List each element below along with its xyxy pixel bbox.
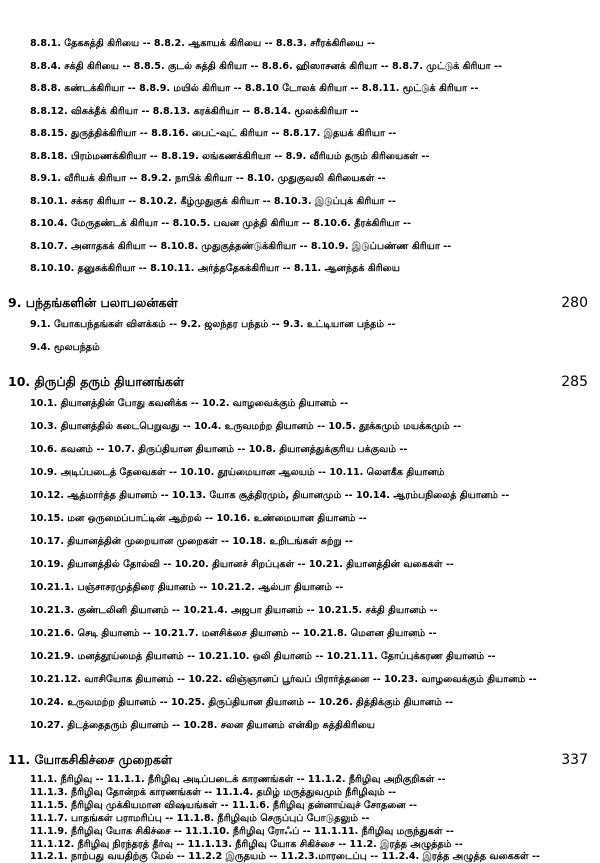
section-heading	[8, 752, 592, 769]
toc-line: 8.8.12. விசுக்தீக் கிரியா -- 8.8.13. கரக்கிரியா -- 8.8.14. மூலக்கிரியா --	[30, 106, 359, 117]
toc-line: 8.8.4. சக்தி கிரியை -- 8.8.5. குடல் சுத்தி கிரியா -- 8.8.6. ஹிஸாசனக் கிரியா -- 8.8.7. முட்டுக் கிரியா --	[30, 61, 502, 72]
toc-line: 10.24. உருவமற்ற தியானம் -- 10.25. திருப்தியான தியானம் -- 10.26. தித்திக்கும் தியானம் --	[30, 697, 454, 708]
toc-line: 10.6. கவனம் -- 10.7. திருப்தியான தியானம் -- 10.8. தியானத்துக்குரிய பக்குவம் --	[30, 444, 408, 455]
page-number: 285	[561, 374, 588, 390]
toc-line: 8.10.7. அனாதகக் கிரியா -- 8.10.8. முதுகுத்தண்டுக்கிரியா -- 8.10.9. இடுப்பண்ண கிரியா --	[30, 241, 452, 252]
toc-line: 10.21.6. செடி தியானம் -- 10.21.7. மனசிக்சை தியானம் -- 10.21.8. மௌன தியானம் --	[30, 628, 437, 639]
toc-line: 8.8.8. கண்டக்கிரியா -- 8.8.9. மயில் கிரியா -- 8.8.10 டோலக் கிரியா -- 8.8.11. மூட்டுக் கிரியா --	[30, 83, 479, 94]
toc-line: 8.8.18. பிரம்மணக்கிரியா -- 8.8.19. லங்கணக்கிரியா -- 8.9. வீரியம் தரும் கிரியைகள் --	[30, 151, 430, 162]
toc-line: 10.27. திடத்தைதரும் தியானம் -- 10.28. சலன தியானம் என்கிற சுத்திகிரியை	[30, 720, 376, 731]
section-title: 9. பந்தங்களின் பலாபலன்கள்	[8, 295, 178, 310]
toc-line: 10.1. தியானத்தின் போது கவனிக்க -- 10.2. வாழவைக்கும் தியானம் --	[30, 398, 349, 409]
toc-line: 11.2.1. நாற்பது வயதிற்கு மேல் -- 11.2.2 இருதயம் -- 11.2.3.மாரடைப்பு -- 11.2.4. இரத்த அழுத்த வகைகள் --	[30, 851, 540, 862]
toc-line: 8.10.4. மேருதண்டக் கிரியா -- 8.10.5. பவன முத்தி கிரியா -- 8.10.6. தீரக்கிரியா --	[30, 218, 411, 229]
toc-line: 11.1.12. நீரிழிவு நிரந்தரத் தீர்வு -- 11.1.13. நீரிழிவு யோக சிகிச்சை -- 11.2. இரத்த அழுத்தம் --	[30, 839, 463, 850]
toc-line: 8.8.1. தேகசுத்தி கிரியை -- 8.8.2. ஆகாயக் கிரியை -- 8.8.3. சரீரக்கிரியை --	[30, 38, 375, 49]
toc-line: 11.1.9. நீரிழிவு யோக சிகிச்சை -- 11.1.10. நீரிழிவு ரோஃப் -- 11.1.11. நீரிழிவு மருந்துகள் --	[30, 826, 454, 837]
toc-line: 11.1.3. நீரிழிவு தோன்றக் காரணங்கள் -- 11.1.4. தமிழ் மருத்துவமும் நீரிழிவும் --	[30, 787, 397, 798]
section-title: 11. யோகசிகிச்சை முறைகள்	[8, 752, 173, 767]
toc-line: 11.1.7. பாதங்கள் பராமரிப்பு -- 11.1.8. நீரிழிவும் செருப்புப் போடுதலும் --	[30, 813, 370, 824]
section-heading	[8, 295, 592, 312]
toc-line: 8.10.10. தனுசுக்கிரியா -- 8.10.11. அர்த்ததேகக்கிரியா -- 8.11. ஆனந்தக் கிரியை	[30, 263, 400, 274]
toc-line: 10.21.3. குண்டலினி தியானம் -- 10.21.4. அஜபா தியானம் -- 10.21.5. சக்தி தியானம் --	[30, 605, 438, 616]
toc-line: 10.15. மன ஒருமைப்பாட்டின் ஆற்றல் -- 10.16. உண்மையான தியானம் --	[30, 513, 367, 524]
toc-line: 10.3. தியானத்தில் கடைபெறுவது -- 10.4. உருவமற்ற தியானம் -- 10.5. தூக்கமும் மயக்கமும் --	[30, 421, 462, 432]
toc-line: 10.21.9. மனத்தூய்மைத் தியானம் -- 10.21.10. ஒலி தியானம் -- 10.21.11. தோப்புக்கரண தியானம் --	[30, 651, 496, 662]
toc-line: 9.1. யோகபந்தங்கள் விளக்கம் -- 9.2. ஜலந்தர பந்தம் -- 9.3. உட்டியான பந்தம் --	[30, 319, 396, 330]
page-number: 337	[561, 752, 588, 768]
toc-line: 10.12. ஆத்மார்த்த தியானம் -- 10.13. யோக சூத்திரமும், தியானமும் -- 10.14. ஆரம்பநிலைத் தியானம் --	[30, 490, 510, 501]
toc-line: 10.21.1. பஞ்சாசரமுத்திரை தியானம் -- 10.21.2. ஆல்பா தியானம் --	[30, 582, 344, 593]
toc-line: 11.1. நீரிழிவு -- 11.1.1. நீரிழிவு அடிப்படைக் காரணங்கள் -- 11.1.2. நீரிழிவு அறிகுறிகள் --	[30, 774, 446, 785]
toc-line: 10.9. அடிப்படைத் தேவைகள் -- 10.10. தூய்மையான ஆலயம் -- 10.11. லௌகீக தியானம்	[30, 467, 445, 478]
toc-line: 10.21.12. வாசியோக தியானம் -- 10.22. விஞ்ஞானப் பூர்வப் பிரார்த்தனை -- 10.23. வாழவைக்கும் தியானம் --	[30, 674, 537, 685]
page-number: 280	[561, 295, 588, 311]
toc-line: 8.8.15. துருத்திக்கிரியா -- 8.8.16. பைட்-வுட் கிரியா -- 8.8.17. இதயக் கிரியா --	[30, 128, 397, 139]
toc-line: 10.19. தியானத்தில் தோல்வி -- 10.20. தியானச் சிறப்புகள் -- 10.21. தியானத்தின் வகைகள் --	[30, 559, 454, 570]
toc-line: 10.17. தியானத்தின் முறையான முறைகள் -- 10.18. உறிடங்கள் சுற்று --	[30, 536, 353, 547]
section-heading	[8, 374, 592, 391]
toc-line: 8.10.1. சக்கர கிரியா -- 8.10.2. கீழ்முதுகுக் கிரியா -- 8.10.3. இடுப்புக் கிரியா --	[30, 196, 396, 207]
section-title: 10. திருப்தி தரும் தியானங்கள்	[8, 374, 185, 389]
toc-line: 11.1.5. நீரிழிவு முக்கியமான விஷயங்கள் -- 11.1.6. நீரிழிவு தன்னாய்வுச் சோதனை --	[30, 800, 417, 811]
toc-line: 9.4. மூலபந்தம்	[30, 342, 100, 353]
toc-line: 8.9.1. வீரியக் கிரியா -- 8.9.2. நாபிக் கிரியா -- 8.10. முதுகுவலி கிரியைகள் --	[30, 173, 386, 184]
